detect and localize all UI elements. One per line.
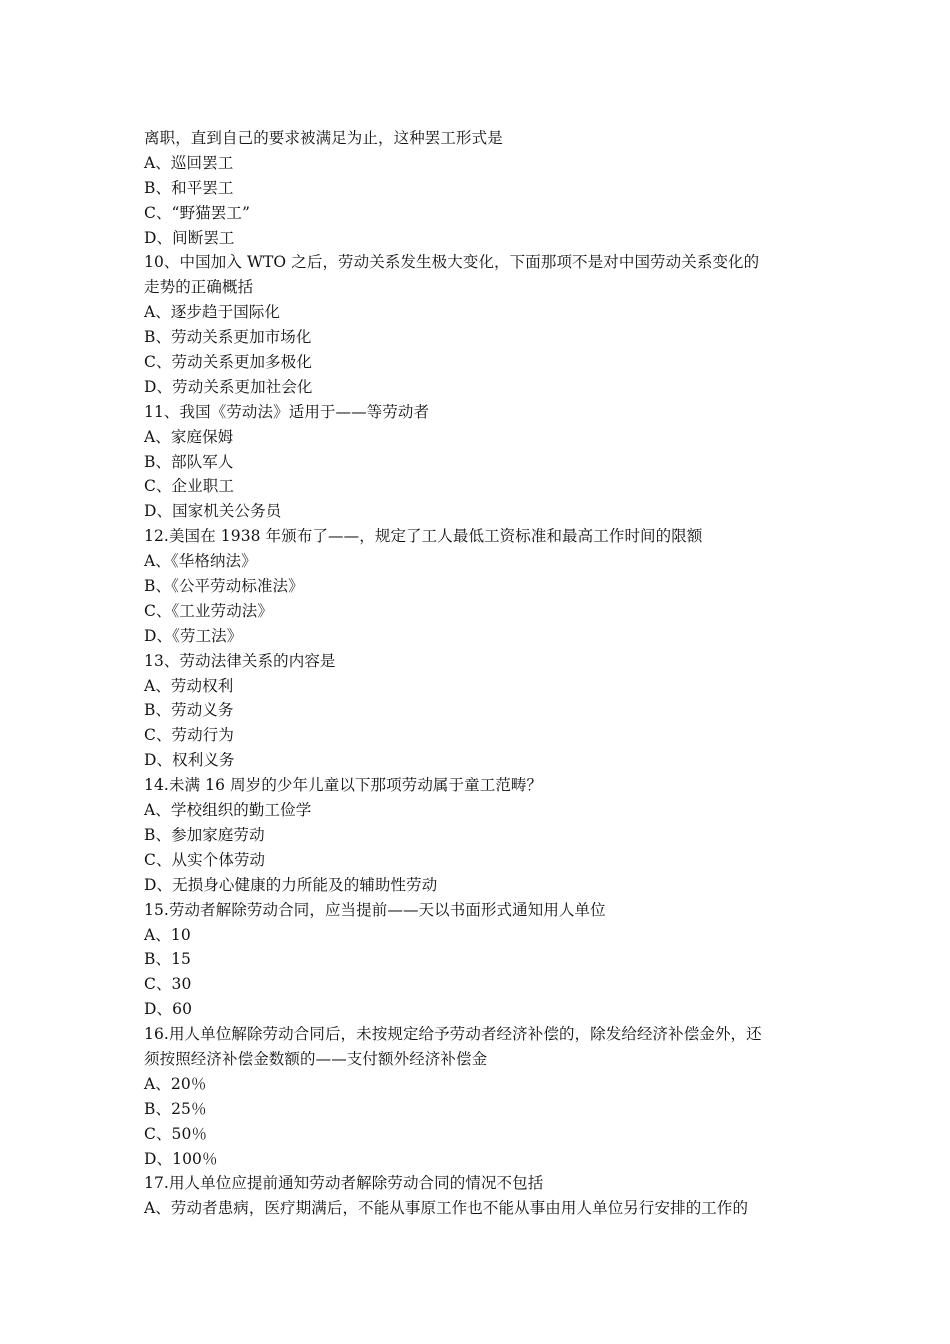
option-a: A、劳动权利 [144, 676, 234, 695]
question-11: 11、我国《劳动法》适用于——等劳动者 [144, 402, 430, 421]
option-d: D、间断罢工 [144, 228, 235, 247]
document-body [144, 126, 814, 1221]
option-a: A、逐步趋于国际化 [144, 303, 281, 322]
option-b: B、和平罢工 [144, 178, 234, 197]
option-b: B、劳动义务 [144, 701, 234, 720]
question-10-continuation: 走势的正确概括 [144, 278, 254, 297]
option-d: D、《劳工法》 [144, 626, 243, 645]
option-c: C、50％ [144, 1124, 208, 1143]
option-b: B、劳动关系更加市场化 [144, 328, 312, 347]
option-c: C、“野猫罢工” [144, 203, 251, 222]
question-continuation: 离职，直到自己的要求被满足为止，这种罢工形式是 [144, 129, 503, 147]
option-a: A、10 [144, 925, 191, 944]
option-a: A、劳动者患病，医疗期满后，不能从事原工作也不能从事由用人单位另行安排的工作的 [144, 1199, 749, 1218]
option-c: C、劳动行为 [144, 726, 234, 745]
option-d: D、国家机关公务员 [144, 502, 282, 521]
question-10: 10、中国加入 WTO 之后，劳动关系发生极大变化，下面那项不是对中国劳动关系变化的 [144, 253, 760, 272]
option-a: A、巡回罢工 [144, 153, 234, 172]
option-d: D、无损身心健康的力所能及的辅助性劳动 [144, 875, 438, 894]
option-a: A、家庭保姆 [144, 427, 234, 446]
option-a: A、20％ [144, 1074, 207, 1093]
question-15: 15.劳动者解除劳动合同，应当提前——天以书面形式通知用人单位 [144, 900, 606, 919]
question-12: 12.美国在 1938 年颁布了——，规定了工人最低工资标准和最高工作时间的限额 [144, 527, 703, 546]
option-b: B、15 [144, 950, 192, 969]
question-13: 13、劳动法律关系的内容是 [144, 651, 336, 670]
question-14: 14.未满 16 周岁的少年儿童以下那项劳动属于童工范畴？ [144, 776, 543, 795]
option-b: B、25％ [144, 1099, 207, 1118]
option-c: C、企业职工 [144, 477, 234, 496]
option-d: D、劳动关系更加社会化 [144, 377, 313, 396]
option-c: C、《工业劳动法》 [144, 601, 274, 620]
option-a: A、学校组织的勤工俭学 [144, 801, 312, 820]
option-d: D、60 [144, 1000, 193, 1019]
option-b: B、参加家庭劳动 [144, 825, 265, 844]
option-d: D、100％ [144, 1149, 218, 1168]
option-d: D、权利义务 [144, 751, 235, 770]
question-16: 16.用人单位解除劳动合同后，未按规定给予劳动者经济补偿的，除发给经济补偿金外，还 [144, 1025, 762, 1044]
question-17: 17.用人单位应提前通知劳动者解除劳动合同的情况不包括 [144, 1174, 544, 1193]
option-c: C、劳动关系更加多极化 [144, 353, 312, 372]
question-16-continuation: 须按照经济补偿金数额的——支付额外经济补偿金 [144, 1049, 488, 1068]
option-c: C、从实个体劳动 [144, 850, 266, 869]
option-c: C、30 [144, 975, 192, 994]
option-b: B、《公平劳动标准法》 [144, 577, 304, 596]
option-a: A、《华格纳法》 [144, 552, 257, 571]
option-b: B、部队军人 [144, 452, 234, 471]
